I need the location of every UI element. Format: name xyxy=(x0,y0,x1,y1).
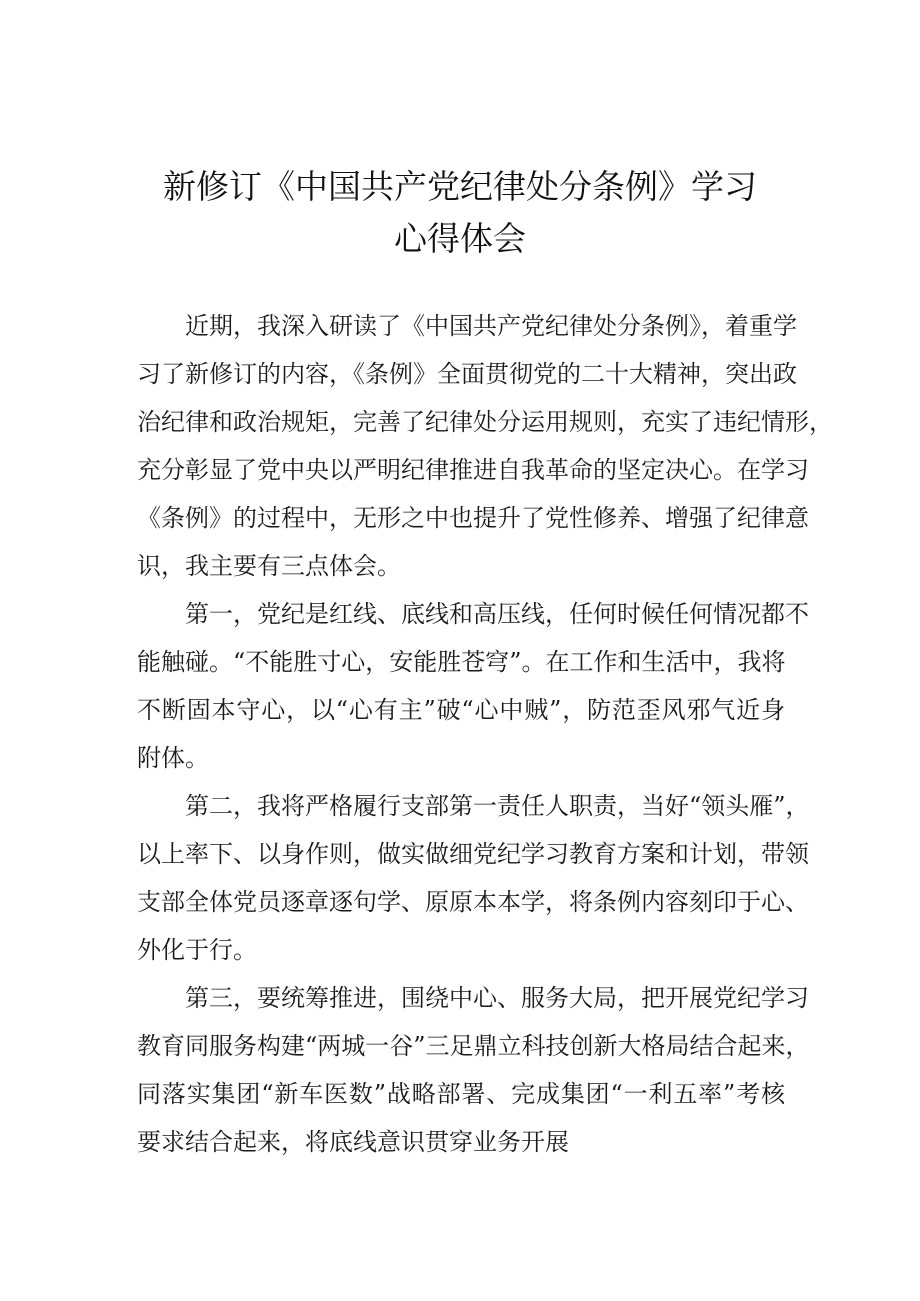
paragraph-4-line-3: 同落实集团“新车医数”战略部署、完成集团“一利五率”考核 xyxy=(137,1080,785,1108)
paragraph-4-line-1: 第三，要统筹推进，围绕中心、服务大局，把开展党纪学习 xyxy=(185,984,809,1012)
paragraph-4-line-4: 要求结合起来，将底线意识贯穿业务开展 xyxy=(137,1128,569,1156)
paragraph-3-line-4: 外化于行。 xyxy=(137,936,257,964)
paragraph-3-line-2: 以上率下、以身作则，做实做细党纪学习教育方案和计划，带领 xyxy=(137,840,809,868)
paragraph-1-line-5: 《条例》的过程中，无形之中也提升了党性修养、增强了纪律意 xyxy=(137,504,809,532)
paragraph-3-line-3: 支部全体党员逐章逐句学、原原本本学，将条例内容刻印于心、 xyxy=(137,888,809,916)
paragraph-4-line-2: 教育同服务构建“两城一谷”三足鼎立科技创新大格局结合起来， xyxy=(137,1032,810,1060)
paragraph-1-line-4: 充分彰显了党中央以严明纪律推进自我革命的坚定决心。在学习 xyxy=(137,456,809,484)
paragraph-2-line-2: 能触碰。“不能胜寸心，安能胜苍穹”。在工作和生活中，我将 xyxy=(137,648,786,676)
paragraph-1-line-6: 识，我主要有三点体会。 xyxy=(137,552,401,580)
document-title-line-1: 新修订《中国共产党纪律处分条例》学习 xyxy=(163,167,757,206)
paragraph-3-line-1: 第二，我将严格履行支部第一责任人职责，当好“领头雁”， xyxy=(185,792,810,820)
paragraph-1-line-1: 近期，我深入研读了《中国共产党纪律处分条例》，着重学 xyxy=(185,312,797,340)
paragraph-2-line-4: 附体。 xyxy=(137,744,209,772)
paragraph-2-line-3: 不断固本守心，以“心有主”破“心中贼”，防范歪风邪气近身 xyxy=(137,696,785,724)
paragraph-2-line-1: 第一，党纪是红线、底线和高压线，任何时候任何情况都不 xyxy=(185,600,809,628)
document-title-line-2: 心得体会 xyxy=(394,219,526,258)
paragraph-1-line-3: 治纪律和政治规矩，完善了纪律处分运用规则，充实了违纪情形， xyxy=(137,408,833,436)
paragraph-1-line-2: 习了新修订的内容，《条例》全面贯彻党的二十大精神，突出政 xyxy=(137,360,797,388)
